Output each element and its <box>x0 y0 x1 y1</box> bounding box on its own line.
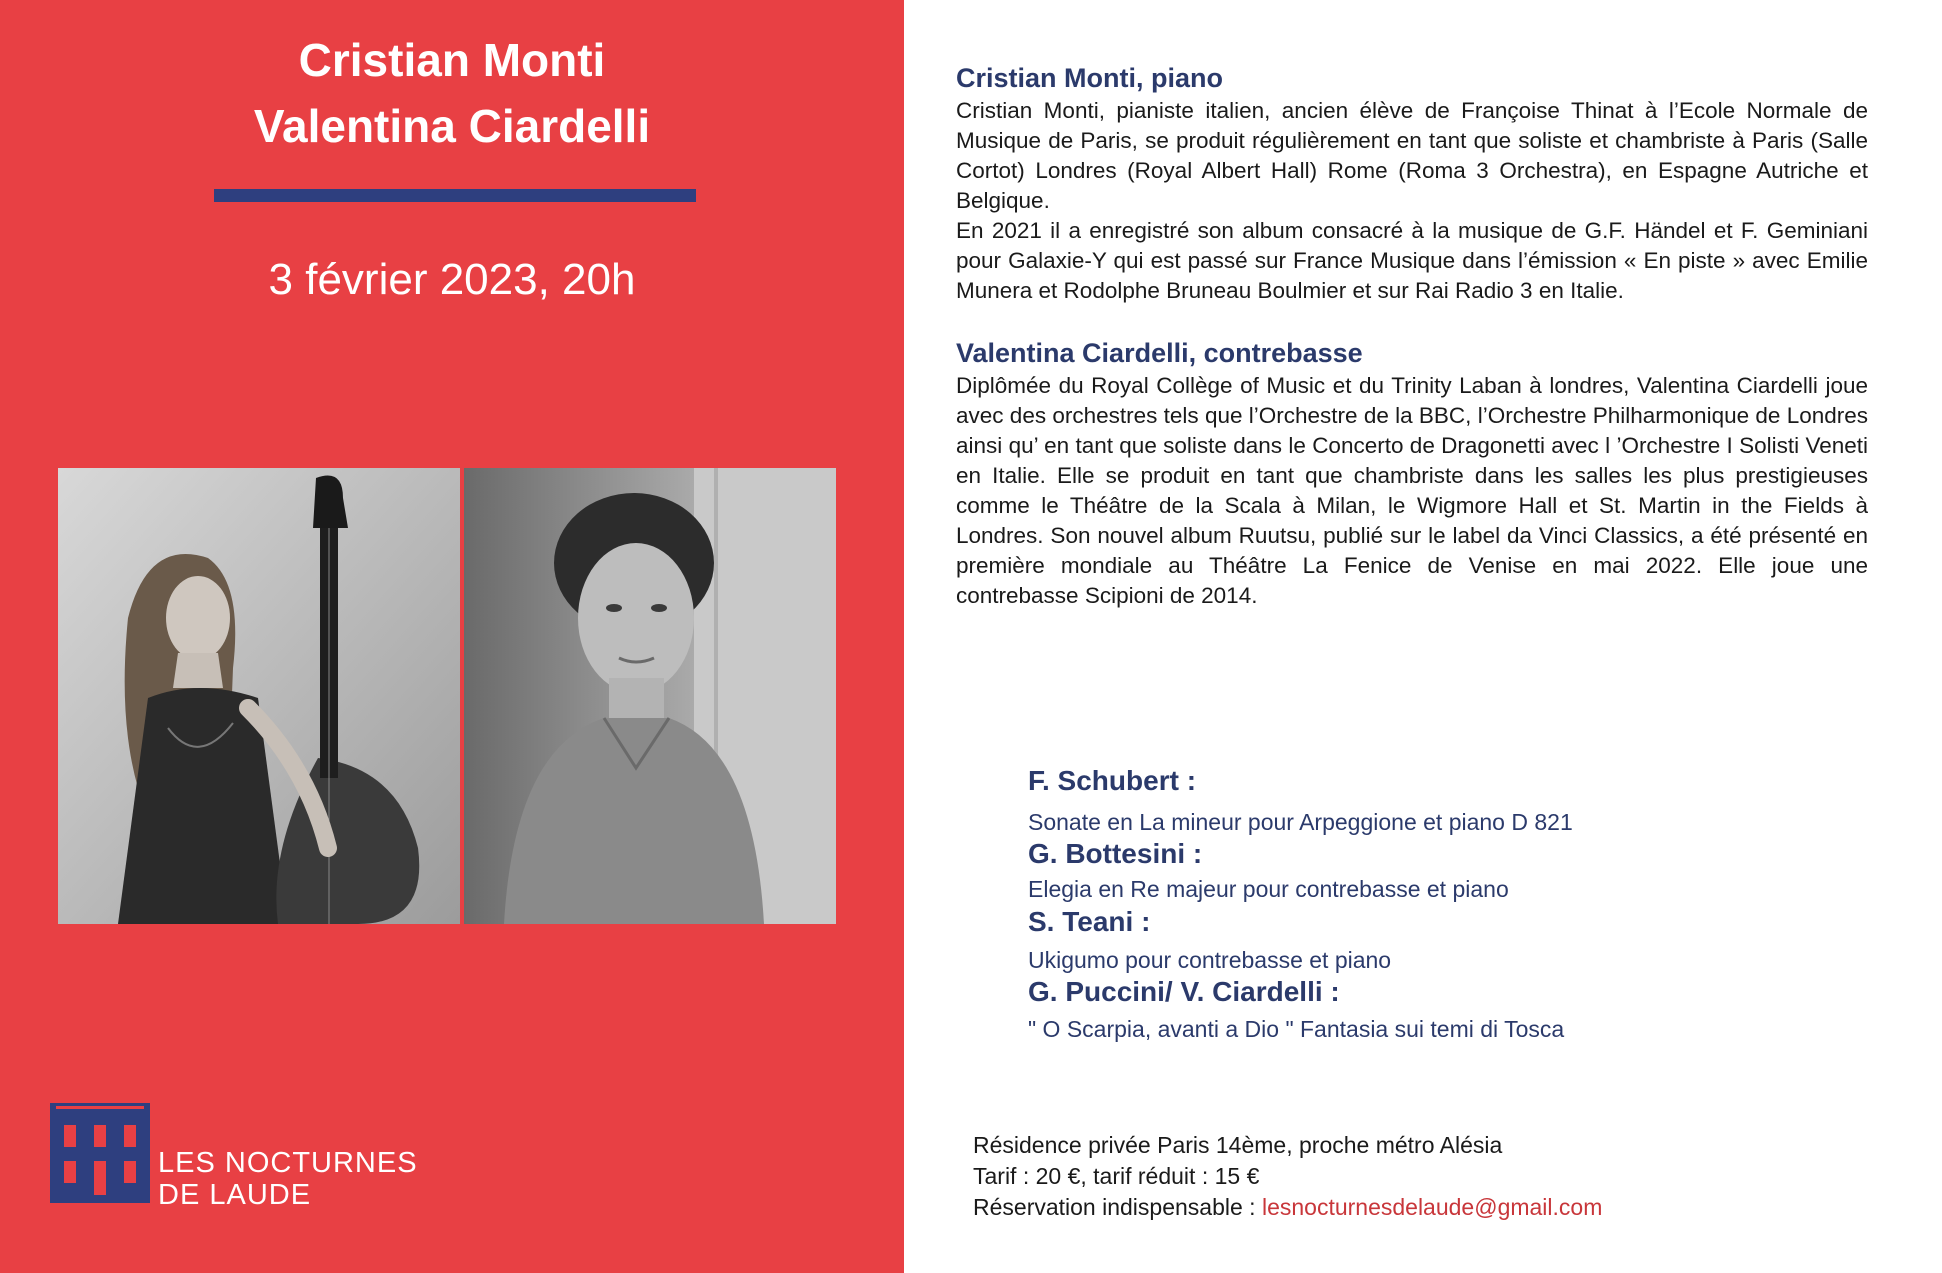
program-composer: S. Teani : <box>1028 906 1151 937</box>
program-work: " O Scarpia, avanti a Dio " Fantasia sui temi di Tosca <box>1028 1016 1565 1042</box>
photo-cristian-monti <box>464 468 836 924</box>
bio-paragraph: Diplômée du Royal Collège of Music et du Trinity Laban à londres, Valentina Ciardelli joue avec des orchestres tels que l’Orchestre de la BBC, l’Orchestre Philharmonique de Londres ainsi qu’ en tant que soliste dans le Concerto de Dragonetti avec l ’Orchestre I Solisti Veneti en Italie. Elle se produit en tant que chambriste dans les salles les plus prestigieuses comme le Théâtre de la Scala à Milan, le Wigmore Hall et St. Martin in the Fields à Londres. Son nouvel album Ruutsu, publié sur le label da Vinci Classics, a été présenté en première mondiale au Théâtre La Fenice de Venise en mai 2022. Elle joue une contrebasse Scipioni de 2014. <box>956 373 1868 608</box>
bio-text-monti <box>956 96 1868 306</box>
photo-valentina-ciardelli <box>58 468 460 924</box>
reservation-info <box>973 1192 1602 1223</box>
program-work: Elegia en Re majeur pour contrebasse et piano <box>1028 876 1509 902</box>
bio-paragraph: Cristian Monti, pianiste italien, ancien élève de Françoise Thinat à l’Ecole Normale de Musique de Paris, se produit régulièrement en tant que soliste et chambriste à Paris (Salle Cortot) Londres (Royal Albert Hall) Rome (Roma 3 Orchestra), en Espagne Autriche et Belgique. <box>956 98 1868 213</box>
bio-paragraph: En 2021 il a enregistré son album consacré à la musique de G.F. Händel et F. Geminiani pour Galaxie-Y qui est passé sur France Musique dans l’émission « En piste » avec Emilie Munera et Rodolphe Bruneau Boulmier et sur Rai Radio 3 en Italie. <box>956 218 1868 303</box>
program-composer: G. Puccini/ V. Ciardelli : <box>1028 976 1340 1007</box>
title-line-2: Valentina Ciardelli <box>253 100 651 152</box>
logo-line-2: DE LAUDE <box>158 1179 312 1211</box>
tarif-info: Tarif : 20 €, tarif réduit : 15 € <box>973 1163 1260 1189</box>
title-divider <box>214 189 696 202</box>
reservation-label: Réservation indispensable : <box>973 1194 1262 1220</box>
program-composer: F. Schubert : <box>1028 765 1197 796</box>
concert-date: 3 février 2023, 20h <box>268 255 636 304</box>
building-facade-icon <box>50 1103 150 1203</box>
program-composer: G. Bottesini : <box>1028 838 1203 869</box>
logo-line-1: LES NOCTURNES <box>158 1147 418 1179</box>
program-work: Sonate en La mineur pour Arpeggione et piano D 821 <box>1028 809 1573 835</box>
program-work: Ukigumo pour contrebasse et piano <box>1028 947 1392 973</box>
bio-heading-ciardelli: Valentina Ciardelli, contrebasse <box>956 338 1363 368</box>
photo-bassist-image <box>58 468 460 924</box>
bio-heading-monti: Cristian Monti, piano <box>956 63 1223 93</box>
left-panel <box>0 0 904 1273</box>
title-line-1: Cristian Monti <box>298 34 606 86</box>
photo-pianist-image <box>464 468 836 924</box>
venue-info: Résidence privée Paris 14ème, proche métro Alésia <box>973 1132 1503 1158</box>
reservation-email-link[interactable]: lesnocturnesdelaude@gmail.com <box>1261 1194 1603 1220</box>
bio-text-ciardelli <box>956 371 1868 611</box>
